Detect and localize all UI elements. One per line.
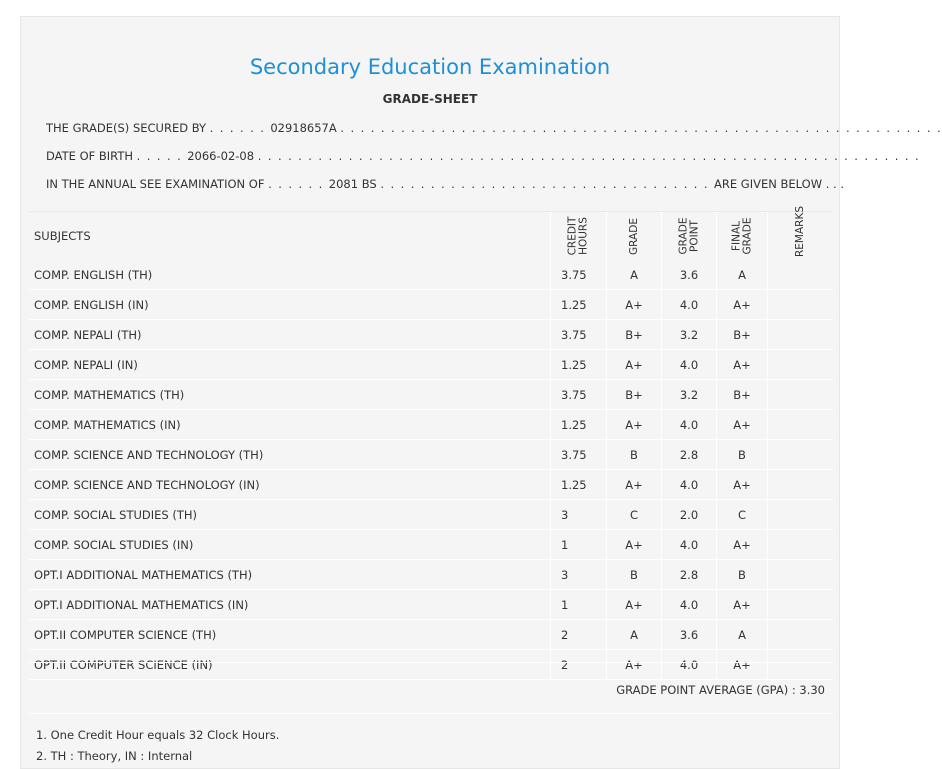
remarks-cell [767,470,833,499]
table-header [29,205,833,260]
dot-leader: . . . . . . . . . . . . . . . . . . . . . . . . . . . . . . . . . [380,177,715,191]
table-row [29,530,833,560]
grade-point-cell: 4.0 [661,530,716,559]
credit-hours-cell: 3.75 [550,260,606,289]
header-grade-point-line1: GRADE [676,217,689,255]
header-credit-hours [550,212,606,260]
credit-hours-cell: 3.75 [550,320,606,349]
dot-leader: . . . . . . [209,121,271,135]
final-grade-cell: A+ [716,590,767,619]
credit-hours-cell: 1.25 [550,410,606,439]
table-body [29,260,833,680]
grade-cell: A+ [606,590,661,619]
credit-hours-cell: 1 [550,590,606,619]
remarks-cell [767,290,833,319]
dot-leader: . . . . . . [268,177,329,191]
table-row [29,260,833,290]
grade-point-cell: 4.0 [661,470,716,499]
subject-cell: COMP. NEPALI (IN) [34,357,138,372]
dob-label: DATE OF BIRTH [46,149,134,163]
grade-cell: B+ [606,380,661,409]
credit-hours-cell: 1.25 [550,350,606,379]
grade-point-cell: 3.2 [661,320,716,349]
final-grade-cell: B+ [716,380,767,409]
final-grade-cell: A+ [716,530,767,559]
grade-cell: A+ [606,650,661,679]
gpa-value: GRADE POINT AVERAGE (GPA) : 3.30 [616,683,825,697]
table-row [29,620,833,650]
final-grade-cell: B [716,440,767,469]
header-subjects: SUBJECTS [34,229,91,243]
final-grade-cell: B+ [716,320,767,349]
grade-point-cell: 2.8 [661,560,716,589]
remarks-cell [767,440,833,469]
subject-cell: COMP. NEPALI (TH) [34,327,142,342]
header-remarks [767,205,833,260]
header-grade-label: GRADE [627,217,640,255]
grade-cell: B [606,440,661,469]
remarks-cell [767,620,833,649]
remarks-cell [767,590,833,619]
grade-cell: A+ [606,470,661,499]
secured-by-line [46,121,942,135]
grade-sheet-heading: GRADE-SHEET [382,92,478,106]
subject-cell: COMP. MATHEMATICS (IN) [34,417,181,432]
subject-cell: OPT.II COMPUTER SCIENCE (TH) [34,627,217,642]
subject-cell: OPT.II COMPUTER SCIENCE (IN) [34,657,213,672]
table-row [29,590,833,620]
header-grade-point [661,212,716,260]
subject-cell: COMP. SOCIAL STUDIES (TH) [34,507,198,522]
dob-line [46,149,920,163]
final-grade-cell: A+ [716,290,767,319]
credit-hours-cell: 1.25 [550,290,606,319]
final-grade-cell: A [716,260,767,289]
credit-hours-cell: 1 [550,530,606,559]
remarks-cell [767,260,833,289]
grade-point-cell: 4.0 [661,350,716,379]
table-row [29,290,833,320]
final-grade-cell: A+ [716,350,767,379]
final-grade-cell: A+ [716,470,767,499]
subject-cell: COMP. ENGLISH (TH) [34,267,153,282]
grade-cell: A+ [606,410,661,439]
subject-cell: COMP. SCIENCE AND TECHNOLOGY (IN) [34,477,260,492]
grade-point-cell: 2.0 [661,500,716,529]
grade-cell: A+ [606,290,661,319]
header-final-grade-line2: GRADE [740,217,753,255]
credit-hours-cell: 2 [550,650,606,679]
subject-cell: OPT.I ADDITIONAL MATHEMATICS (IN) [34,597,249,612]
remarks-cell [767,410,833,439]
credit-hours-cell: 3.75 [550,440,606,469]
remarks-cell [767,560,833,589]
credit-hours-cell: 1.25 [550,470,606,499]
subject-cell: COMP. SCIENCE AND TECHNOLOGY (TH) [34,447,264,462]
grade-point-cell: 2.8 [661,440,716,469]
remarks-cell [767,530,833,559]
grade-cell: A [606,620,661,649]
grade-cell: C [606,500,661,529]
subject-cell: COMP. MATHEMATICS (TH) [34,387,185,402]
header-remarks-label: REMARKS [794,205,806,258]
grade-point-cell: 4.0 [661,290,716,319]
symbol-number: 02918657A [270,121,337,135]
grade-cell: B+ [606,320,661,349]
final-grade-cell: A+ [716,650,767,679]
subject-cell: COMP. SOCIAL STUDIES (IN) [34,537,194,552]
page-title: Secondary Education Examination [249,55,611,79]
dob-value: 2066-02-08 [187,149,255,163]
exam-label: IN THE ANNUAL SEE EXAMINATION OF [46,177,265,191]
dot-leader: . . . . . . . . . . . . . . . . . . . . . . . . . . . . . . . . . . . . . . . . . . . . . . . . . . . . . . . . . . . . . . . . . . [257,149,921,163]
gpa-row [29,662,833,714]
note-abbreviations: 2. TH : Theory, IN : Internal [36,749,193,763]
grades-table [29,205,833,680]
final-grade-cell: A+ [716,410,767,439]
grade-point-cell: 3.6 [661,620,716,649]
table-row [29,500,833,530]
table-row [29,560,833,590]
remarks-cell [767,350,833,379]
grade-cell: B [606,560,661,589]
grade-point-cell: 4.0 [661,650,716,679]
header-final-grade-line1: FINAL [729,220,742,252]
subject-cell: OPT.I ADDITIONAL MATHEMATICS (TH) [34,567,253,582]
grade-cell: A [606,260,661,289]
exam-line [46,177,844,191]
grade-point-cell: 4.0 [661,590,716,619]
grade-point-cell: 4.0 [661,410,716,439]
table-row [29,350,833,380]
header-grade-point-line2: POINT [687,220,700,252]
credit-hours-cell: 3 [550,500,606,529]
exam-year: 2081 BS [328,177,377,191]
table-row [29,470,833,500]
header-credit-hours-line1: CREDIT [566,216,579,256]
dot-leader: . . . . . [136,149,188,163]
table-row [29,320,833,350]
header-grade [606,212,661,260]
remarks-cell [767,320,833,349]
final-grade-cell: A [716,620,767,649]
remarks-cell [767,380,833,409]
table-row [29,440,833,470]
final-grade-cell: C [716,500,767,529]
credit-hours-cell: 2 [550,620,606,649]
exam-suffix: ARE GIVEN BELOW . . . [714,177,845,191]
remarks-cell [767,500,833,529]
table-row [29,410,833,440]
header-credit-hours-line2: HOURS [577,217,590,255]
grade-point-cell: 3.2 [661,380,716,409]
header-final-grade [716,212,767,260]
subject-cell: COMP. ENGLISH (IN) [34,297,149,312]
credit-hours-cell: 3.75 [550,380,606,409]
grade-cell: A+ [606,350,661,379]
note-credit-hours: 1. One Credit Hour equals 32 Clock Hours. [36,728,280,742]
grade-cell: A+ [606,530,661,559]
secured-by-label: THE GRADE(S) SECURED BY [46,121,207,135]
table-row [29,380,833,410]
final-grade-cell: B [716,560,767,589]
credit-hours-cell: 3 [550,560,606,589]
dot-leader: . . . . . . . . . . . . . . . . . . . . . . . . . . . . . . . . . . . . . . . . . . . . . . . . . . . . . . . . . . . . [340,121,942,135]
grade-sheet [20,16,942,769]
grade-point-cell: 3.6 [661,260,716,289]
